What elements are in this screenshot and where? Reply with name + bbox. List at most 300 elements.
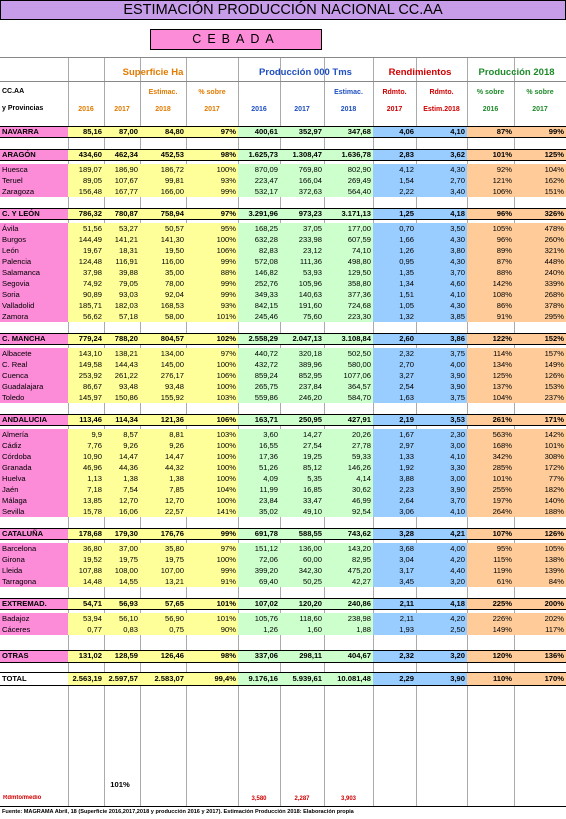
- row-cell: 10,90: [68, 451, 104, 462]
- row-cell: 61%: [467, 576, 514, 587]
- row-cell: 77%: [514, 473, 566, 484]
- row-cell: 3,45: [373, 576, 416, 587]
- row-cell: 1,93: [373, 624, 416, 635]
- row-cell: 172%: [514, 462, 566, 473]
- row-cell: 149,58: [68, 359, 104, 370]
- row-cell: 50,57: [140, 223, 186, 234]
- rdmto-value: 3,580: [251, 796, 267, 802]
- row-cell: 105%: [467, 223, 514, 234]
- row-cell: 2,32: [373, 348, 416, 359]
- row-label: Palencia: [0, 256, 68, 267]
- row-cell: 1,26: [373, 245, 416, 256]
- row-cell: 339%: [514, 278, 566, 289]
- row-cell: 90,89: [68, 289, 104, 300]
- row-cell: 4,00: [416, 543, 467, 554]
- row-cell: 51,26: [238, 462, 280, 473]
- row-cell: 358,80: [324, 278, 373, 289]
- row-cell: 103%: [186, 429, 238, 440]
- row-label: Granada: [0, 462, 68, 473]
- row-cell: 149%: [467, 624, 514, 635]
- row-cell: 157%: [514, 348, 566, 359]
- row-cell: 780,87: [104, 208, 140, 219]
- row-cell: 74,10: [324, 245, 373, 256]
- row-cell: 2,83: [373, 149, 416, 160]
- row-cell: 1,51: [373, 289, 416, 300]
- row-cell: 3,86: [416, 333, 467, 344]
- row-label: ANDALUCIA: [0, 414, 68, 425]
- row-cell: 16,06: [104, 506, 140, 517]
- row-cell: 99%: [186, 289, 238, 300]
- row-cell: 176,76: [140, 528, 186, 539]
- row-cell: 188%: [514, 506, 566, 517]
- row-cell: 79,05: [104, 278, 140, 289]
- row-cell: 126%: [514, 528, 566, 539]
- row-cell: 3,70: [416, 495, 467, 506]
- row-cell: 96%: [467, 234, 514, 245]
- row-cell: 140%: [514, 495, 566, 506]
- row-cell: 572,08: [238, 256, 280, 267]
- row-cell: 802,90: [324, 164, 373, 175]
- row-cell: 7,76: [68, 440, 104, 451]
- row-cell: 13,85: [68, 495, 104, 506]
- row-cell: 101%: [186, 311, 238, 322]
- row-cell: 166,00: [140, 186, 186, 197]
- row-cell: 99,81: [140, 175, 186, 186]
- row-label: TOTAL: [0, 672, 68, 685]
- row-cell: 1,05: [373, 300, 416, 311]
- header-region-line2: y Provincias: [2, 105, 44, 112]
- row-cell: 1077,06: [324, 370, 373, 381]
- row-cell: 250,95: [280, 414, 324, 425]
- row-label: León: [0, 245, 68, 256]
- row-cell: 107,00: [140, 565, 186, 576]
- row-cell: 2.563,19: [68, 672, 104, 685]
- row-cell: 134%: [467, 359, 514, 370]
- row-cell: 60,00: [280, 554, 324, 565]
- header-row2-cell: 2016: [78, 106, 94, 113]
- row-label: Salamanca: [0, 267, 68, 278]
- header-row2-cell: 2016: [251, 106, 267, 113]
- header-row1-cell: Estimac.: [334, 89, 363, 96]
- row-cell: 27,78: [324, 440, 373, 451]
- row-cell: 141,30: [140, 234, 186, 245]
- row-cell: 22,57: [140, 506, 186, 517]
- row-cell: 93,48: [104, 381, 140, 392]
- row-cell: 5.939,61: [280, 672, 324, 685]
- row-cell: 23,12: [280, 245, 324, 256]
- row-cell: 39,88: [104, 267, 140, 278]
- row-cell: 106%: [186, 414, 238, 425]
- header-row1-cell: [238, 87, 280, 98]
- row-cell: 95%: [186, 223, 238, 234]
- row-cell: 110%: [467, 672, 514, 685]
- row-cell: 142%: [467, 278, 514, 289]
- row-cell: 122%: [467, 333, 514, 344]
- row-cell: 128,59: [104, 650, 140, 662]
- row-cell: 102%: [186, 333, 238, 344]
- row-cell: 100%: [186, 440, 238, 451]
- row-cell: 168,25: [238, 223, 280, 234]
- row-cell: 3.171,13: [324, 208, 373, 219]
- row-label: Málaga: [0, 495, 68, 506]
- row-label: Valladolid: [0, 300, 68, 311]
- row-cell: 3,50: [416, 223, 467, 234]
- row-cell: 58,00: [140, 311, 186, 322]
- source-footer: Fuente: MAGRAMA Abril, 18 (Superficie 2016,2017,2018 y producción 2016 y 2017). Estimación Producción 2018: Elaboración propia: [2, 809, 354, 815]
- header-row1-cell: [280, 87, 324, 98]
- row-cell: 3,80: [416, 245, 467, 256]
- row-cell: 156,48: [68, 186, 104, 197]
- row-label: C. Y LEÓN: [0, 208, 68, 219]
- row-cell: 4,60: [416, 278, 467, 289]
- row-cell: 1,54: [373, 175, 416, 186]
- row-cell: 389,96: [280, 359, 324, 370]
- row-cell: 97%: [186, 126, 238, 137]
- row-cell: 101%: [514, 440, 566, 451]
- row-cell: 298,11: [280, 650, 324, 662]
- row-cell: 27,54: [280, 440, 324, 451]
- rdmto-value: 2,287: [294, 796, 310, 802]
- row-cell: 1,67: [373, 429, 416, 440]
- header-row2-cell: 2016: [482, 106, 499, 113]
- row-cell: 53,93: [280, 267, 324, 278]
- row-cell: 146,26: [324, 462, 373, 473]
- row-cell: 859,24: [238, 370, 280, 381]
- page-title: ESTIMACIÓN PRODUCCIÓN NACIONAL CC.AA: [0, 0, 566, 20]
- row-cell: 53,27: [104, 223, 140, 234]
- row-cell: 3,40: [416, 186, 467, 197]
- row-cell: 100%: [186, 451, 238, 462]
- row-cell: 107,02: [238, 598, 280, 609]
- row-cell: 4,30: [416, 300, 467, 311]
- row-cell: 46,99: [324, 495, 373, 506]
- row-label: Lleida: [0, 565, 68, 576]
- row-cell: 19,52: [68, 554, 104, 565]
- row-cell: 91%: [186, 576, 238, 587]
- row-cell: 30,62: [324, 484, 373, 495]
- row-cell: 584,70: [324, 392, 373, 403]
- row-cell: 769,80: [280, 164, 324, 175]
- row-cell: 115%: [467, 554, 514, 565]
- row-cell: 14,48: [68, 576, 104, 587]
- row-cell: 372,63: [280, 186, 324, 197]
- row-cell: 4,14: [324, 473, 373, 484]
- row-cell: 139%: [514, 565, 566, 576]
- row-cell: 842,15: [238, 300, 280, 311]
- row-cell: 149%: [514, 359, 566, 370]
- row-label: Guadalajara: [0, 381, 68, 392]
- row-cell: 308%: [514, 451, 566, 462]
- row-cell: 84%: [514, 576, 566, 587]
- row-cell: 434,60: [68, 149, 104, 160]
- row-cell: 1,34: [373, 278, 416, 289]
- row-label: Almería: [0, 429, 68, 440]
- row-cell: 2.558,29: [238, 333, 280, 344]
- row-cell: 197%: [467, 495, 514, 506]
- row-cell: 3,20: [416, 650, 467, 662]
- row-cell: 223,47: [238, 175, 280, 186]
- row-cell: 4,30: [416, 256, 467, 267]
- row-label: CATALUÑA: [0, 528, 68, 539]
- row-cell: 2,29: [373, 672, 416, 685]
- row-cell: 1,66: [373, 234, 416, 245]
- row-cell: 107,67: [104, 175, 140, 186]
- row-label: Soria: [0, 289, 68, 300]
- row-cell: 364,57: [324, 381, 373, 392]
- row-cell: 138%: [514, 554, 566, 565]
- row-cell: 144,43: [104, 359, 140, 370]
- row-cell: 0,70: [373, 223, 416, 234]
- row-cell: 452,53: [140, 149, 186, 160]
- row-cell: 36,80: [68, 543, 104, 554]
- row-cell: 86%: [467, 300, 514, 311]
- row-cell: 2,11: [373, 613, 416, 624]
- row-cell: 4,21: [416, 528, 467, 539]
- row-cell: 440,72: [238, 348, 280, 359]
- row-cell: 240,86: [324, 598, 373, 609]
- row-cell: 107%: [467, 528, 514, 539]
- row-cell: 90%: [186, 624, 238, 635]
- row-cell: 100%: [186, 381, 238, 392]
- row-cell: 3,04: [373, 554, 416, 565]
- row-cell: 973,23: [280, 208, 324, 219]
- row-label: Teruel: [0, 175, 68, 186]
- row-cell: 37,98: [68, 267, 104, 278]
- row-cell: 51,56: [68, 223, 104, 234]
- row-cell: 1,60: [280, 624, 324, 635]
- row-cell: 57,18: [104, 311, 140, 322]
- header-row1-cell: [104, 87, 140, 98]
- row-cell: 870,09: [238, 164, 280, 175]
- row-cell: 19,50: [140, 245, 186, 256]
- row-cell: 4,30: [416, 234, 467, 245]
- row-label: NAVARRA: [0, 126, 68, 137]
- row-cell: 155,92: [140, 392, 186, 403]
- row-cell: 564,40: [324, 186, 373, 197]
- row-cell: 35,00: [140, 267, 186, 278]
- row-cell: 143,10: [68, 348, 104, 359]
- row-cell: 53,94: [68, 613, 104, 624]
- row-cell: 804,57: [140, 333, 186, 344]
- group-header-superficie: Superficie Ha: [122, 67, 184, 78]
- row-cell: 15,78: [68, 506, 104, 517]
- row-cell: 1,63: [373, 392, 416, 403]
- row-cell: 3,30: [416, 462, 467, 473]
- row-cell: 462,34: [104, 149, 140, 160]
- row-cell: 786,32: [68, 208, 104, 219]
- row-cell: 399,20: [238, 565, 280, 576]
- row-cell: 124,48: [68, 256, 104, 267]
- row-cell: 3,90: [416, 381, 467, 392]
- header-row1-cell: % sobre: [526, 89, 554, 96]
- row-cell: 0,77: [68, 624, 104, 635]
- row-label: OTRAS: [0, 650, 68, 662]
- row-cell: 5,35: [280, 473, 324, 484]
- row-cell: 100%: [186, 495, 238, 506]
- row-cell: 46,96: [68, 462, 104, 473]
- row-cell: 13,21: [140, 576, 186, 587]
- row-cell: 105,76: [238, 613, 280, 624]
- row-cell: 44,32: [140, 462, 186, 473]
- row-cell: 7,54: [104, 484, 140, 495]
- row-cell: 16,55: [238, 440, 280, 451]
- row-cell: 59,33: [324, 451, 373, 462]
- row-cell: 42,27: [324, 576, 373, 587]
- row-cell: 126%: [514, 370, 566, 381]
- row-cell: 82,95: [324, 554, 373, 565]
- row-cell: 182,03: [104, 300, 140, 311]
- row-cell: 125%: [467, 370, 514, 381]
- row-cell: 0,75: [140, 624, 186, 635]
- row-cell: 104%: [467, 392, 514, 403]
- row-cell: 89,05: [68, 175, 104, 186]
- row-cell: 145,00: [140, 359, 186, 370]
- row-cell: 3,06: [373, 506, 416, 517]
- row-cell: 532,17: [238, 186, 280, 197]
- row-cell: 14,47: [140, 451, 186, 462]
- row-cell: 3,00: [416, 440, 467, 451]
- row-cell: 88%: [467, 267, 514, 278]
- row-cell: 138,21: [104, 348, 140, 359]
- row-cell: 182%: [514, 484, 566, 495]
- row-cell: 349,33: [238, 289, 280, 300]
- row-cell: 11,99: [238, 484, 280, 495]
- row-cell: 114%: [467, 348, 514, 359]
- row-cell: 1,88: [324, 624, 373, 635]
- header-row2-cell: 2018: [155, 106, 171, 113]
- row-cell: 563%: [467, 429, 514, 440]
- row-cell: 276,17: [140, 370, 186, 381]
- row-cell: 92,04: [140, 289, 186, 300]
- row-cell: 4,09: [238, 473, 280, 484]
- row-label: Tarragona: [0, 576, 68, 587]
- row-cell: 264%: [467, 506, 514, 517]
- row-cell: 35,02: [238, 506, 280, 517]
- row-cell: 106%: [186, 245, 238, 256]
- row-cell: 320,18: [280, 348, 324, 359]
- row-cell: 261,22: [104, 370, 140, 381]
- row-cell: 2,97: [373, 440, 416, 451]
- row-cell: 113,46: [68, 414, 104, 425]
- row-cell: 99%: [186, 256, 238, 267]
- row-cell: 107,88: [68, 565, 104, 576]
- row-cell: 101%: [186, 598, 238, 609]
- row-cell: 580,00: [324, 359, 373, 370]
- row-cell: 186,90: [104, 164, 140, 175]
- row-cell: 121%: [467, 175, 514, 186]
- row-cell: 1.625,73: [238, 149, 280, 160]
- row-cell: 8,57: [104, 429, 140, 440]
- row-cell: 1,25: [373, 208, 416, 219]
- row-cell: 223,30: [324, 311, 373, 322]
- row-cell: 2,19: [373, 414, 416, 425]
- row-cell: 261%: [467, 414, 514, 425]
- row-cell: 2,60: [373, 333, 416, 344]
- row-cell: 237,84: [280, 381, 324, 392]
- row-cell: 142%: [514, 429, 566, 440]
- row-cell: 3.108,84: [324, 333, 373, 344]
- row-cell: 54,71: [68, 598, 104, 609]
- row-cell: 99%: [186, 528, 238, 539]
- row-cell: 758,94: [140, 208, 186, 219]
- header-row1-cell: Estimac.: [148, 89, 178, 96]
- row-cell: 186,72: [140, 164, 186, 175]
- row-cell: 19,75: [104, 554, 140, 565]
- row-cell: 202%: [514, 613, 566, 624]
- row-cell: 185,71: [68, 300, 104, 311]
- row-cell: 352,97: [280, 126, 324, 137]
- row-cell: 89%: [467, 245, 514, 256]
- row-cell: 4,10: [416, 126, 467, 137]
- row-cell: 4,10: [416, 451, 467, 462]
- row-cell: 3,85: [416, 311, 467, 322]
- group-header-produccion: Producción 000 Tms: [259, 67, 352, 78]
- row-label: Burgos: [0, 234, 68, 245]
- group-header-produccion-2018: Producción 2018: [478, 67, 555, 78]
- row-cell: 116,00: [140, 256, 186, 267]
- row-cell: 1,33: [373, 451, 416, 462]
- row-cell: 14,47: [104, 451, 140, 462]
- rdmto-value: 3,903: [340, 796, 356, 802]
- crop-subtitle: CEBADA: [150, 29, 322, 50]
- row-cell: 724,68: [324, 300, 373, 311]
- row-cell: 3.291,96: [238, 208, 280, 219]
- row-cell: 1.308,47: [280, 149, 324, 160]
- row-cell: 19,67: [68, 245, 104, 256]
- row-cell: 141,21: [104, 234, 140, 245]
- extra-percentage: 101%: [110, 780, 130, 789]
- row-cell: 143,20: [324, 543, 373, 554]
- row-cell: 268%: [514, 289, 566, 300]
- row-cell: 114,34: [104, 414, 140, 425]
- row-cell: 177,00: [324, 223, 373, 234]
- header-row2-cell: Estim.2018: [423, 106, 460, 113]
- header-row1-cell: % sobre: [476, 89, 505, 96]
- row-cell: 100%: [186, 234, 238, 245]
- row-cell: 121,36: [140, 414, 186, 425]
- row-label: Cuenca: [0, 370, 68, 381]
- row-cell: 179,30: [104, 528, 140, 539]
- row-cell: 150,86: [104, 392, 140, 403]
- row-cell: 97%: [186, 348, 238, 359]
- row-cell: 163,71: [238, 414, 280, 425]
- row-cell: 295%: [514, 311, 566, 322]
- row-cell: 342%: [467, 451, 514, 462]
- row-cell: 85,12: [280, 462, 324, 473]
- row-cell: 269,49: [324, 175, 373, 186]
- row-cell: 3,90: [416, 672, 467, 685]
- row-cell: 252,76: [238, 278, 280, 289]
- row-cell: 326%: [514, 208, 566, 219]
- row-cell: 151%: [514, 186, 566, 197]
- row-cell: 92,54: [324, 506, 373, 517]
- row-cell: 120%: [467, 650, 514, 662]
- row-cell: 4,18: [416, 598, 467, 609]
- row-label: Huelva: [0, 473, 68, 484]
- row-cell: 168%: [467, 440, 514, 451]
- row-cell: 86,67: [68, 381, 104, 392]
- row-cell: 8,81: [140, 429, 186, 440]
- row-cell: 91%: [467, 311, 514, 322]
- row-cell: 502,50: [324, 348, 373, 359]
- row-cell: 131,02: [68, 650, 104, 662]
- row-cell: 9,26: [104, 440, 140, 451]
- row-cell: 237%: [514, 392, 566, 403]
- row-cell: 779,24: [68, 333, 104, 344]
- row-cell: 136,00: [280, 543, 324, 554]
- row-cell: 152%: [514, 333, 566, 344]
- row-label: Sevilla: [0, 506, 68, 517]
